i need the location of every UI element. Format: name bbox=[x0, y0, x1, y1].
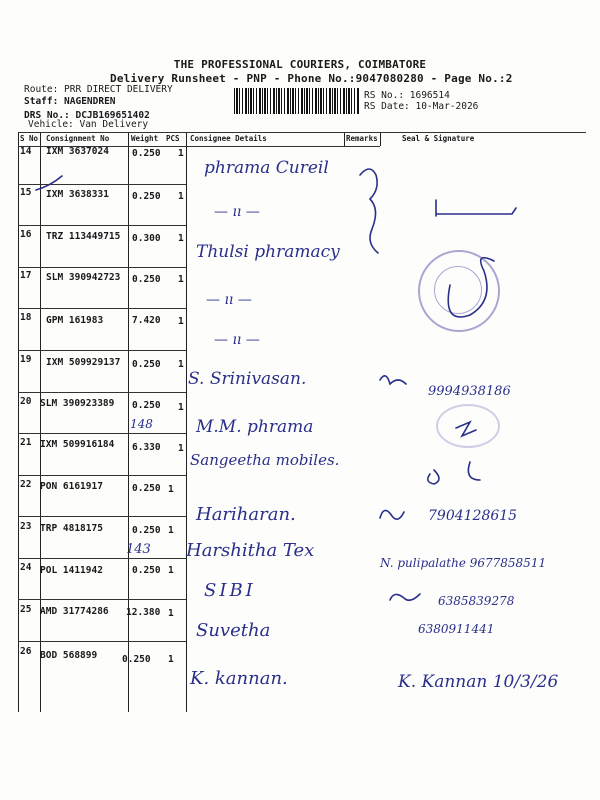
row-sno: 25 bbox=[20, 604, 32, 615]
handwritten-consignee: phrama Cureil bbox=[204, 158, 329, 178]
row-consignment: GPM 161983 bbox=[46, 315, 104, 326]
route-label: Route: PRR DIRECT DELIVERY bbox=[24, 84, 173, 95]
handwritten-consignee: SIBI bbox=[204, 580, 256, 601]
row-sno: 19 bbox=[20, 354, 32, 365]
vehicle-label: Vehicle: Van Delivery bbox=[28, 119, 149, 130]
handwritten-phone: 6380911441 bbox=[418, 622, 495, 636]
margin-note: 148 bbox=[130, 417, 153, 431]
handwritten-consignee: Harshitha Tex bbox=[186, 540, 315, 561]
row-sno: 22 bbox=[20, 479, 32, 490]
staff-label: Staff: NAGENDREN bbox=[24, 96, 116, 107]
row-pcs: 1 bbox=[178, 233, 184, 244]
row-consignment: IXM 509929137 bbox=[46, 357, 121, 368]
row-weight: 0.250 bbox=[132, 400, 161, 411]
row-sno: 18 bbox=[20, 312, 32, 323]
row-sno: 14 bbox=[20, 146, 32, 157]
col-seal: Seal & Signature bbox=[402, 134, 475, 143]
row-sno: 20 bbox=[20, 396, 32, 407]
margin-note: 143 bbox=[126, 542, 151, 557]
row-weight: 0.250 bbox=[132, 148, 161, 159]
handwritten-consignee: M.M. phrama bbox=[196, 417, 314, 437]
row-pcs: 1 bbox=[178, 191, 184, 202]
col-sno: S No bbox=[20, 134, 39, 143]
row-sno: 23 bbox=[20, 521, 32, 532]
row-weight: 0.300 bbox=[132, 233, 161, 244]
col-remarks: Remarks bbox=[346, 134, 378, 143]
row-sno: 17 bbox=[20, 270, 32, 281]
row-pcs: 1 bbox=[178, 402, 184, 413]
handwritten-consignee: Sangeetha mobiles. bbox=[190, 451, 340, 469]
handwritten-consignee: — ıı — bbox=[214, 204, 260, 220]
row-consignment: AMD 31774286 bbox=[40, 606, 109, 617]
row-weight: 0.250 bbox=[132, 191, 161, 202]
signature-mark bbox=[390, 594, 420, 600]
col-pcs: PCS bbox=[166, 134, 180, 143]
row-weight: 7.420 bbox=[132, 315, 161, 326]
row-weight: 0.250 bbox=[132, 525, 161, 536]
row-consignment: PON 6161917 bbox=[40, 481, 103, 492]
row-consignment: IXM 3638331 bbox=[46, 189, 109, 200]
handwritten-consignee: — ıı — bbox=[214, 332, 260, 348]
row-weight: 0.250 bbox=[132, 483, 161, 494]
handwritten-consignee: Hariharan. bbox=[196, 504, 296, 525]
row-consignment: BOD 568899 bbox=[40, 650, 98, 661]
handwritten-signature: K. Kannan 10/3/26 bbox=[398, 672, 559, 692]
row-sno: 15 bbox=[20, 187, 32, 198]
row-weight: 0.250 bbox=[122, 654, 151, 665]
document-title: THE PROFESSIONAL COURIERS, COIMBATORE bbox=[173, 58, 427, 71]
signature-mark bbox=[380, 376, 406, 384]
handwritten-consignee: K. kannan. bbox=[190, 668, 288, 689]
row-pcs: 1 bbox=[168, 565, 174, 576]
signature-mark bbox=[448, 258, 494, 317]
row-consignment: TRP 4818175 bbox=[40, 523, 103, 534]
row-sno: 16 bbox=[20, 229, 32, 240]
pen-tick bbox=[36, 176, 62, 190]
row-pcs: 1 bbox=[178, 359, 184, 370]
signature-mark bbox=[428, 462, 480, 484]
row-pcs: 1 bbox=[168, 484, 174, 495]
row-sno: 21 bbox=[20, 437, 32, 448]
col-weight: Weight bbox=[131, 134, 159, 143]
row-weight: 6.330 bbox=[132, 442, 161, 453]
row-consignment: TRZ 113449715 bbox=[46, 231, 121, 242]
signature-mark bbox=[380, 510, 404, 519]
row-weight: 0.250 bbox=[132, 359, 161, 370]
drs-number: DRS No.: DCJB169651402 bbox=[24, 110, 150, 121]
row-sno: 26 bbox=[20, 646, 32, 657]
handwritten-phone: 9994938186 bbox=[428, 384, 511, 399]
signature-mark bbox=[456, 422, 476, 436]
row-consignment: SLM 390923389 bbox=[40, 398, 115, 409]
rs-date: RS Date: 10-Mar-2026 bbox=[364, 101, 479, 112]
row-weight: 12.380 bbox=[126, 607, 161, 618]
row-pcs: 1 bbox=[178, 274, 184, 285]
handwritten-consignee: Thulsi phramacy bbox=[196, 242, 340, 262]
col-consignment: Consignment No bbox=[46, 134, 110, 143]
document-subtitle: Delivery Runsheet - PNP - Phone No.:9047080280 - Page No.:2 bbox=[110, 72, 513, 85]
row-sno: 24 bbox=[20, 562, 32, 573]
row-consignment: IXM 509916184 bbox=[40, 439, 115, 450]
bracket-stroke bbox=[360, 169, 378, 253]
row-weight: 0.250 bbox=[132, 565, 161, 576]
row-consignment: POL 1411942 bbox=[40, 565, 103, 576]
handwritten-phone: N. pulipalathe 9677858511 bbox=[380, 556, 547, 570]
row-pcs: 1 bbox=[178, 443, 184, 454]
row-pcs: 1 bbox=[178, 316, 184, 327]
rs-number: RS No.: 1696514 bbox=[364, 90, 450, 101]
row-consignment: IXM 3637024 bbox=[46, 146, 109, 157]
handwritten-consignee: S. Srinivasan. bbox=[188, 369, 307, 389]
row-pcs: 1 bbox=[178, 148, 184, 159]
row-pcs: 1 bbox=[168, 608, 174, 619]
signature-mark bbox=[436, 200, 516, 216]
handwritten-consignee: Suvetha bbox=[196, 620, 271, 641]
row-weight: 0.250 bbox=[132, 274, 161, 285]
row-pcs: 1 bbox=[168, 525, 174, 536]
handwritten-phone: 6385839278 bbox=[438, 594, 515, 608]
col-consignee: Consignee Details bbox=[190, 134, 267, 143]
row-consignment: SLM 390942723 bbox=[46, 272, 121, 283]
handwritten-consignee: — ıı — bbox=[206, 292, 252, 308]
handwritten-phone: 7904128615 bbox=[428, 508, 518, 524]
row-pcs: 1 bbox=[168, 654, 174, 665]
